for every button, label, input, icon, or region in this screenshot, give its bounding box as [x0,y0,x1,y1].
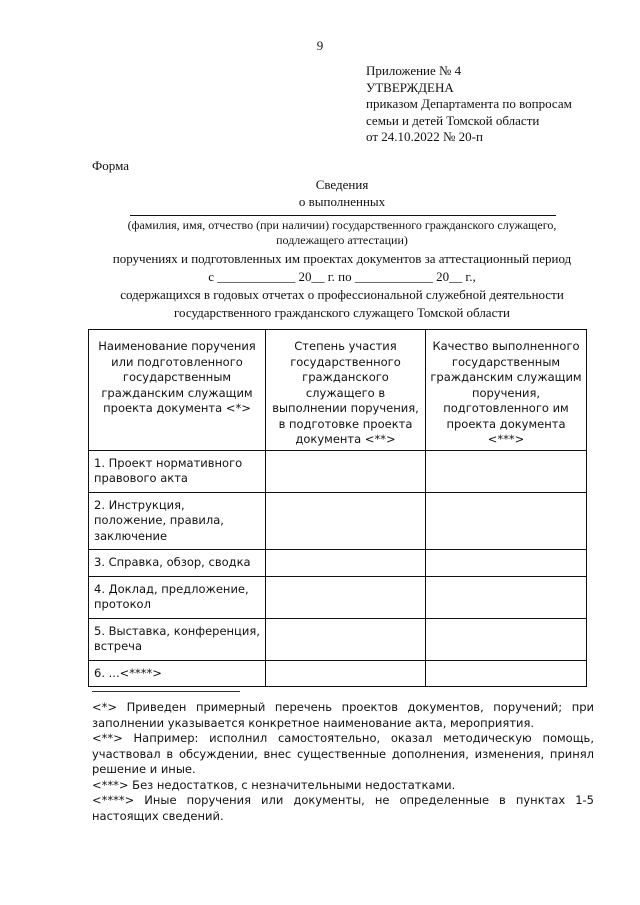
title-line: о выполненных [298,194,386,209]
footnote-separator [92,691,240,692]
approval-line: УТВЕРЖДЕНА [366,79,454,95]
quality-cell[interactable] [426,660,587,687]
participation-cell[interactable] [266,492,426,550]
approval-line: семьи и детей Томской области [366,112,540,128]
table-row [89,660,587,687]
column-header-name: Наименование поручения или подготовленного государственным гражданским служащим проекта документа <*> [89,330,266,451]
title-line: Сведения [315,177,369,192]
fio-caption [92,218,592,248]
fio-fill-line[interactable] [130,215,556,216]
quality-cell[interactable] [426,550,587,577]
footnote: <**> Например: исполнил самостоятельно, оказал методическую помощь, участвовал в обсуждении, внес существенные дополнения, изменения, принял решение и иные. [92,731,594,776]
form-label: Форма [92,158,129,173]
table-header-row [89,330,587,451]
column-header-quality: Качество выполненного государственным гражданским служащим поручения, подготовленного им проекта документа <***> [426,330,587,451]
participation-cell[interactable] [266,576,426,618]
participation-cell[interactable] [266,550,426,577]
page-number: 9 [316,38,324,53]
row-name-cell: 5. Выставка, конференция, встреча [89,618,266,660]
row-name-cell: 6. ...<****> [89,660,266,687]
quality-cell[interactable] [426,492,587,550]
table-row [89,618,587,660]
table-row [89,576,587,618]
row-name-cell: 3. Справка, обзор, сводка [89,550,266,577]
period-dates-line[interactable]: с ____________ 20__ г. по ____________ 20__ г., [208,269,476,284]
participation-cell[interactable] [266,660,426,687]
approval-line: приказом Департамента по вопросам [366,96,572,111]
row-name-cell: 1. Проект нормативного правового акта [89,450,266,492]
column-header-participation: Степень участия государственного гражданского служащего в выполнении поручения, в подготовке проекта документа <**> [266,330,426,451]
footnote: <***> Без недостатков, с незначительными недостатками. [92,777,456,792]
approval-line: от 24.10.2022 № 20-п [366,129,483,144]
period-line: государственного гражданского служащего Томской области [174,305,510,320]
approval-block [366,63,572,146]
table-row [89,550,587,577]
caption-line: подлежащего аттестации) [276,233,408,247]
footnotes [92,700,594,824]
caption-line: (фамилия, имя, отчество (при наличии) государственного гражданского служащего, [127,218,557,232]
quality-cell[interactable] [426,450,587,492]
period-text [92,250,592,322]
row-name-cell: 2. Инструкция, положение, правила, заключение [89,492,266,550]
footnote: <*> Приведен примерный перечень проектов документов, поручений; при заполнении указывается конкретное наименование акта, мероприятия. [92,700,594,730]
table-row [89,450,587,492]
quality-cell[interactable] [426,618,587,660]
participation-cell[interactable] [266,618,426,660]
quality-cell[interactable] [426,576,587,618]
period-line: поручениях и подготовленных им проектах документов за аттестационный период [112,251,572,266]
approval-line: Приложение № 4 [366,63,462,78]
footnote: <****> Иные поручения или документы, не определенные в пунктах 1-5 настоящих сведений. [92,793,594,823]
table-row [89,492,587,550]
participation-cell[interactable] [266,450,426,492]
row-name-cell: 4. Доклад, предложение, протокол [89,576,266,618]
period-line: содержащихся в годовых отчетах о профессиональной служебной деятельности [120,287,564,302]
info-table [88,329,587,687]
document-title [92,176,592,210]
